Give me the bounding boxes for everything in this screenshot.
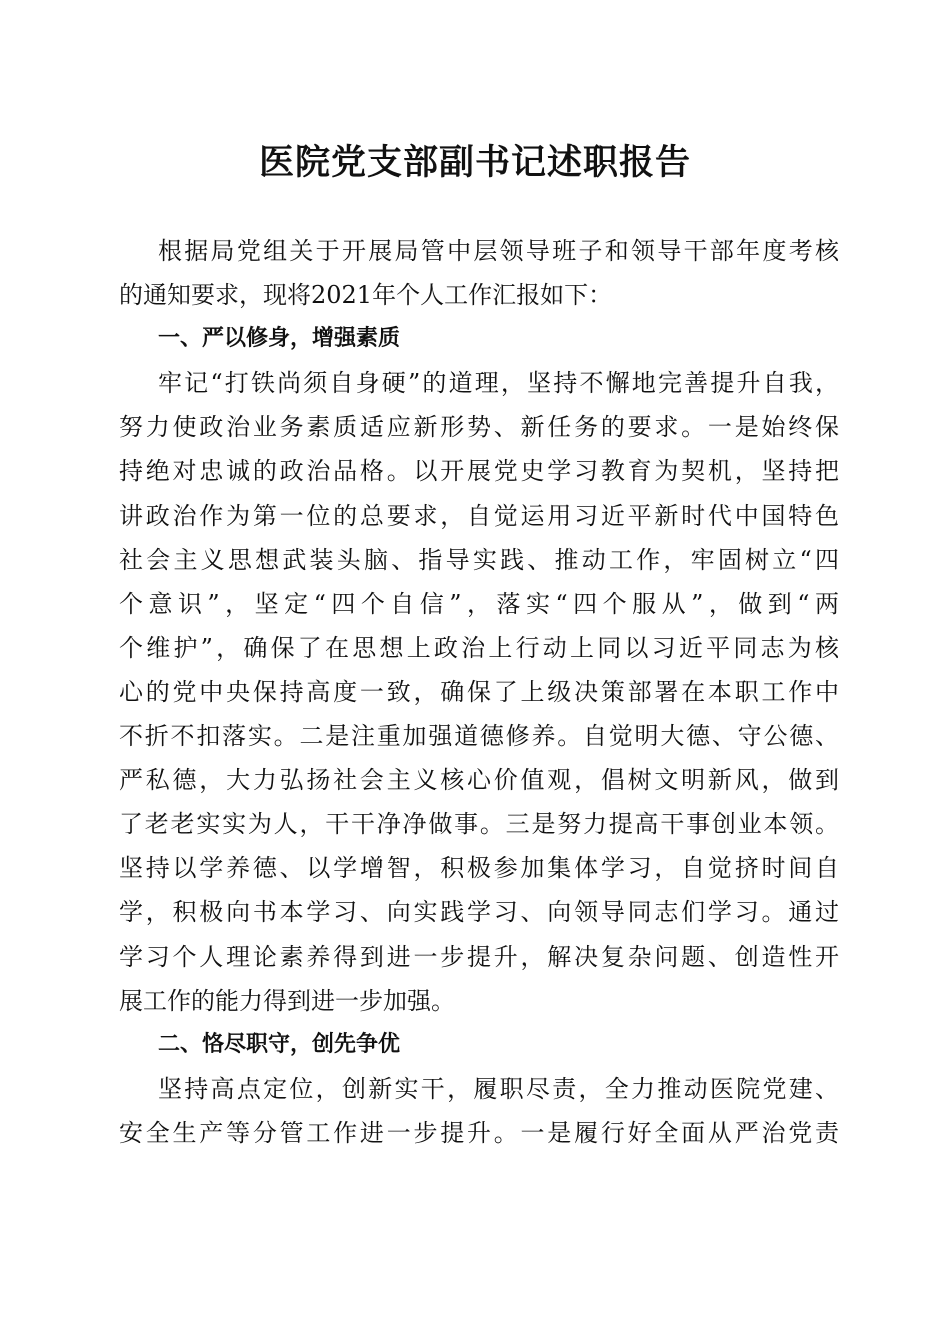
- paragraph-line: 心的党中央保持高度一致，确保了上级决策部署在本职工作中: [119, 677, 839, 706]
- section-heading: 二、恪尽职守，创先争优: [158, 1031, 401, 1057]
- document-body: [119, 229, 839, 1155]
- paragraph-line: 学习个人理论素养得到进一步提升，解决复杂问题、创造性开: [119, 942, 839, 971]
- paragraph-line: 努力使政治业务素质适应新形势、新任务的要求。一是始终保: [119, 413, 839, 442]
- paragraph-line: 个意识”，坚定“四个自信”，落实“四个服从”，做到“两: [119, 589, 839, 618]
- paragraph-line: 坚持以学养德、以学增智，积极参加集体学习，自觉挤时间自: [119, 854, 839, 883]
- paragraph-line: 的通知要求，现将2021年个人工作汇报如下：: [119, 281, 613, 310]
- paragraph-line: 持绝对忠诚的政治品格。以开展党史学习教育为契机，坚持把: [119, 457, 839, 486]
- paragraph-line: 坚持高点定位，创新实干，履职尽责，全力推动医院党建、: [158, 1074, 839, 1103]
- paragraph-line: 学，积极向书本学习、向实践学习、向领导同志们学习。通过: [119, 898, 839, 927]
- paragraph-line: 根据局党组关于开展局管中层领导班子和领导干部年度考核: [158, 237, 839, 265]
- paragraph-line: 了老老实实为人，干干净净做事。三是努力提高干事创业本领。: [119, 810, 839, 839]
- paragraph-line: 严私德，大力弘扬社会主义核心价值观，倡树文明新风，做到: [119, 766, 839, 795]
- paragraph-line: 展工作的能力得到进一步加强。: [119, 986, 455, 1015]
- document-title: 医院党支部副书记述职报告: [258, 142, 691, 183]
- paragraph-line: 牢记“打铁尚须自身硬”的道理，坚持不懈地完善提升自我，: [158, 369, 839, 398]
- section-heading: 一、严以修身，增强素质: [158, 326, 401, 352]
- paragraph-line: 安全生产等分管工作进一步提升。一是履行好全面从严治党责: [119, 1118, 839, 1147]
- paragraph-line: 不折不扣落实。二是注重加强道德修养。自觉明大德、守公德、: [119, 722, 839, 751]
- paragraph-line: 个维护”，确保了在思想上政治上行动上同以习近平同志为核: [119, 633, 839, 662]
- paragraph-line: 社会主义思想武装头脑、指导实践、推动工作，牢固树立“四: [119, 545, 839, 574]
- paragraph-line: 讲政治作为第一位的总要求，自觉运用习近平新时代中国特色: [119, 501, 839, 530]
